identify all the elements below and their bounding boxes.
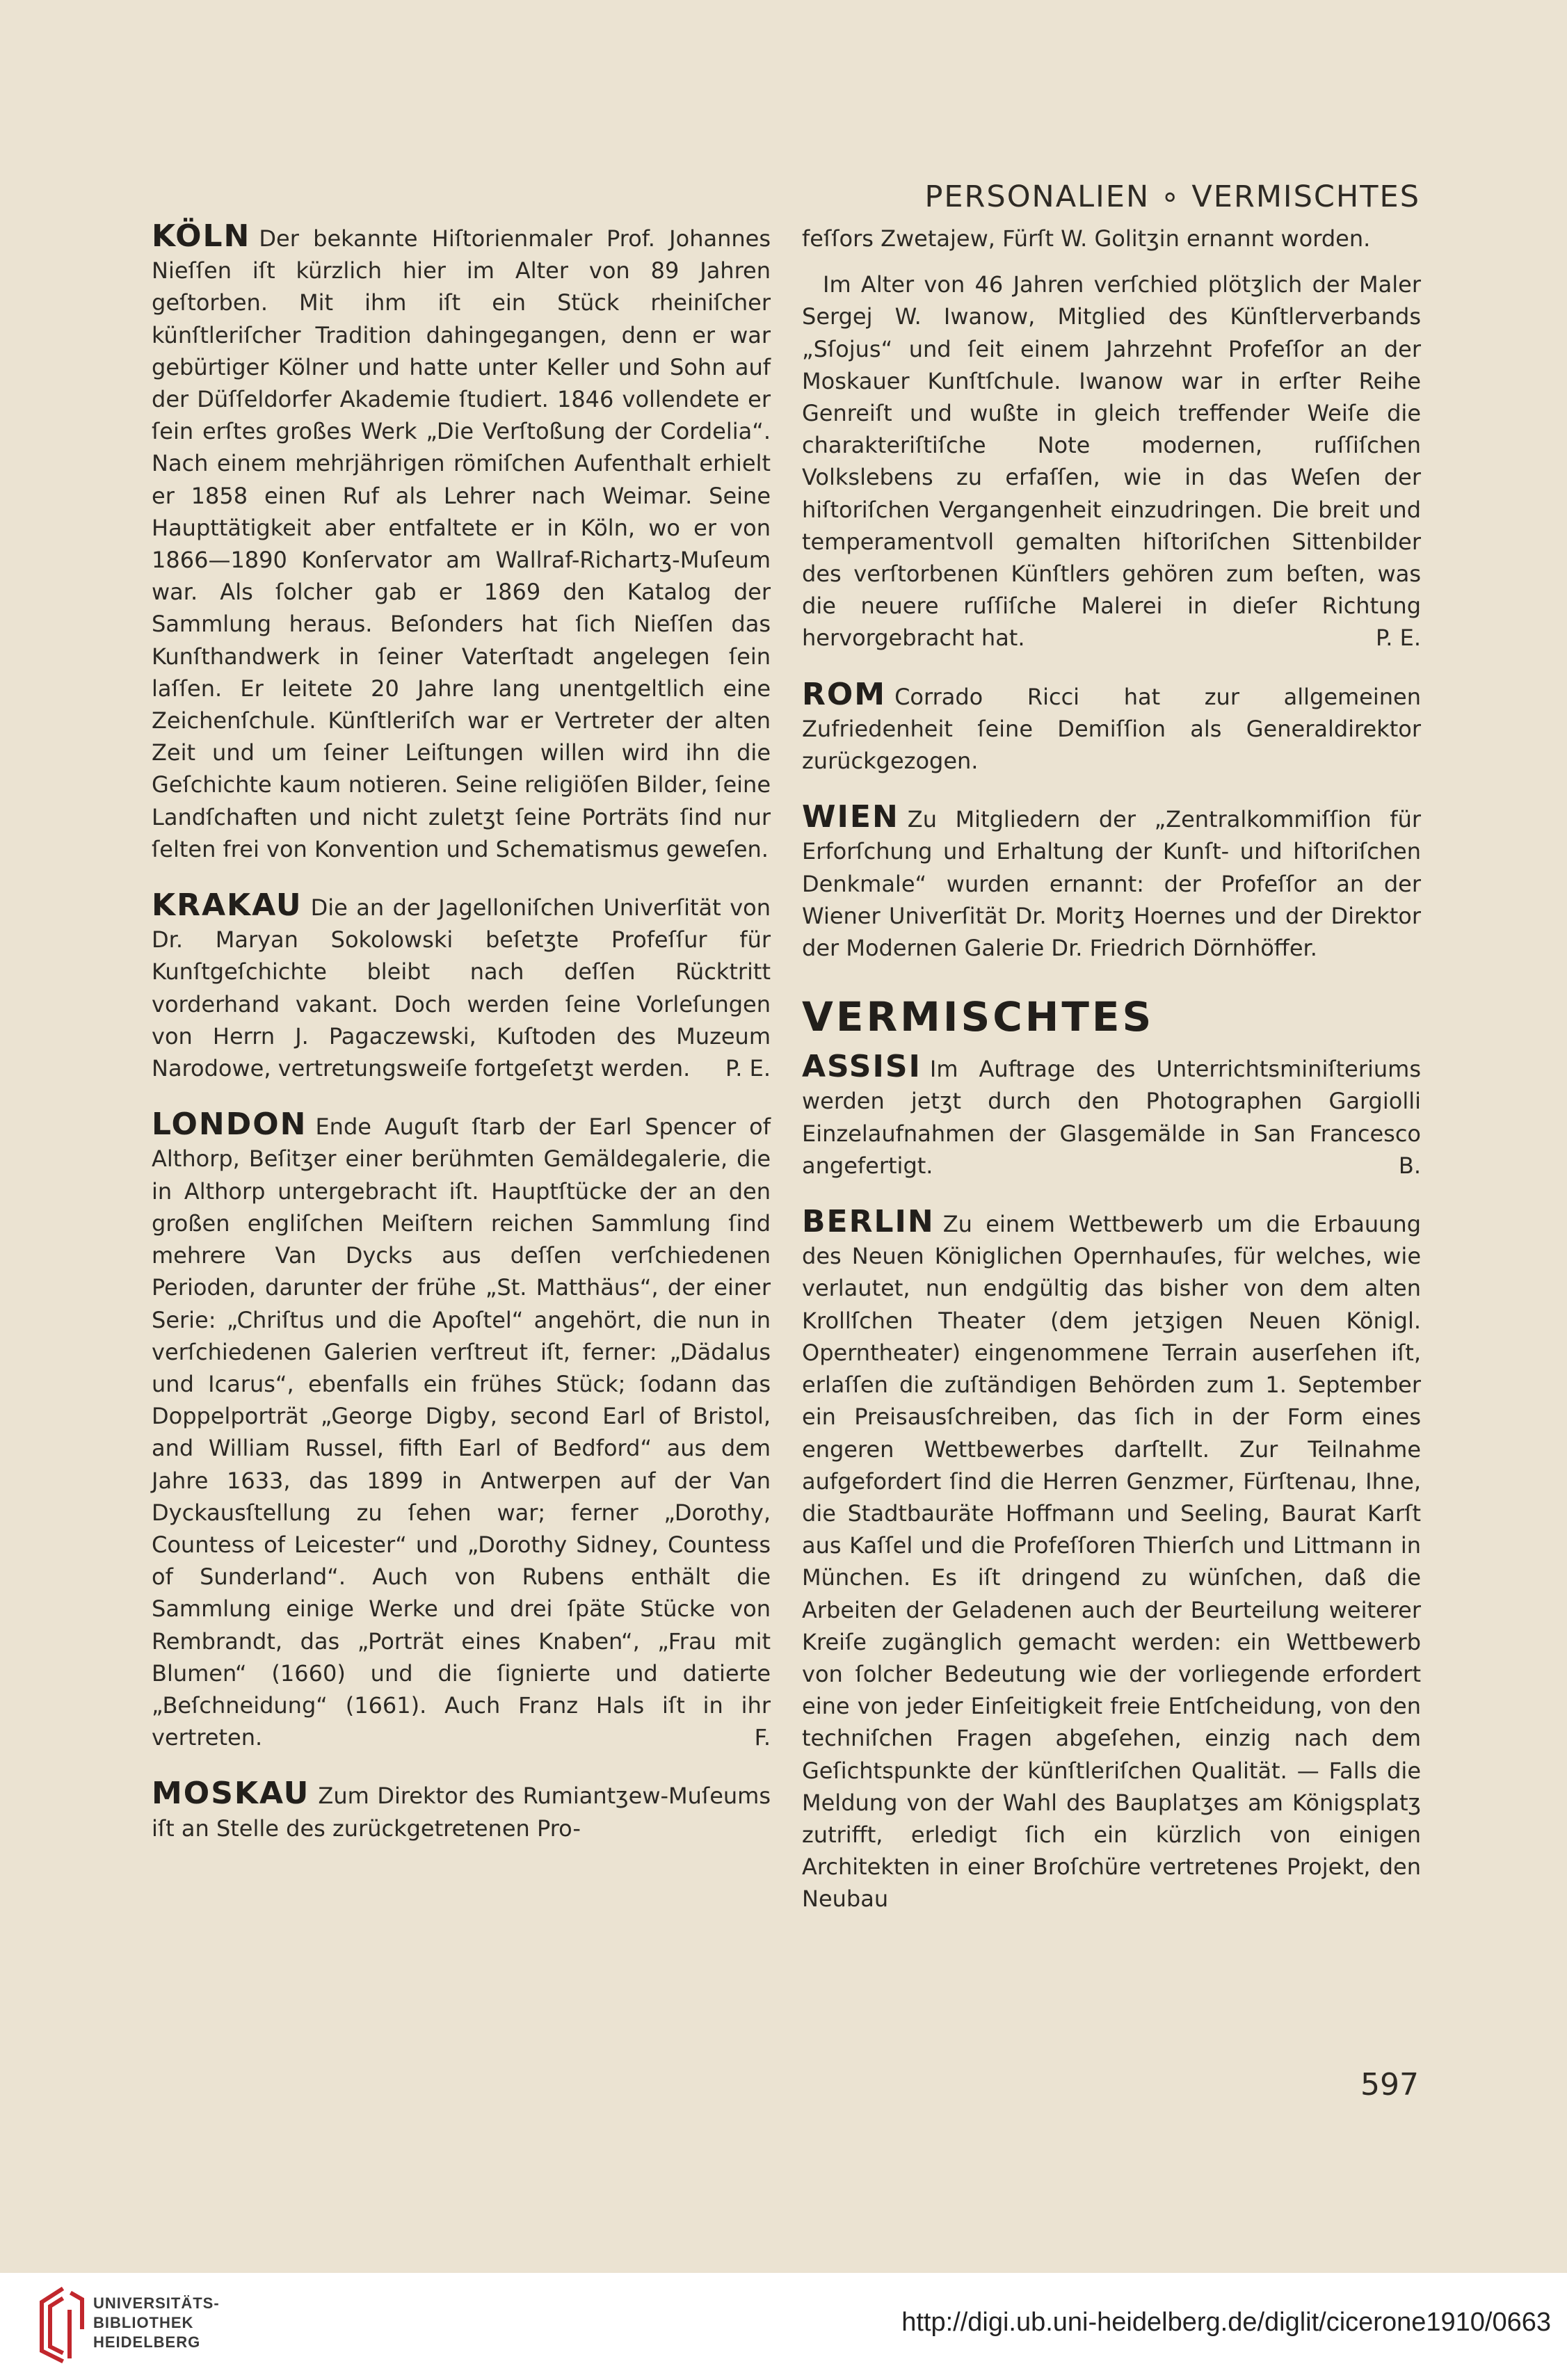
- library-name-line: HEIDELBERG: [93, 2333, 201, 2351]
- entry-rom: [802, 676, 1421, 778]
- place-heading: ROM: [802, 676, 887, 712]
- entry-body: feſſors Zwetajew, Fürſt W. Golitʒin ernannt worden.: [802, 225, 1371, 252]
- entry-body: Ende Auguſt ſtarb der Earl Spencer of Althorp, Beſitʒer einer berühmten Gemäldegalerie, die in Althorp untergebracht iſt. Hauptſtücke der an den großen engliſchen Meiſtern reichen Sammlung ſind mehrere Van Dycks aus deſſen verſchiedenen Perioden, darunter der frühe „St. Matthäus“, der einer Serie: „Chriſtus und die Apoſtel“ angehört, die nun in verſchiedenen Galerien verſtreut iſt, ferner: „Dädalus und Icarus“, ebenfalls ein frühes Stück; ſodann das Doppelporträt „George Digby, second Earl of Bristol, and William Russel, fifth Earl of Bedford“ aus dem Jahre 1633, das 1899 in Antwerpen auf der Van Dyckausſtellung zu ſehen war; ferner „Dorothy, Countess of Leicester“ und „Dorothy Sidney, Countess of Sunderland“. Auch von Rubens enthält die Sammlung einige Werke und drei ſpäte Stücke von Rembrandt, das „Porträt eines Knaben“, „Frau mit Blumen“ (1660) und die ſignierte und datierte „Beſchneidung“ (1661). Auch Franz Hals iſt in ihr vertreten.: [152, 1113, 771, 1751]
- entry-moskau-continued: [802, 223, 1421, 255]
- entry-body: Im Alter von 46 Jahren verſchied plötʒlich der Maler Sergej W. Iwanow, Mitglied des Künſtlerverbands „Sſojus“ und ſeit einem Jahrzehnt Profeſſor an der Moskauer Kunſtſchule. Iwanow war in erſter Reihe Genreiſt und wußte in gleich treffender Weiſe die charakteriſtiſche Note modernen, ruſſiſchen Volkslebens zu erfaſſen, wie in das Weſen der hiſtoriſchen Vergangenheit einzudringen. Die breit und temperamentvoll gemalten hiſtoriſchen Sittenbilder des verſtorbenen Künſtlers gehören zum beſten, was die neuere ruſſiſche Malerei in dieſer Richtung hervorgebracht hat.: [802, 271, 1421, 652]
- running-title: PERSONALIEN ∘ VERMISCHTES: [924, 179, 1420, 214]
- place-heading: KRAKAU: [152, 887, 303, 924]
- place-heading: MOSKAU: [152, 1776, 310, 1812]
- entry-text: [802, 799, 1421, 964]
- author-signature: B.: [1398, 1152, 1421, 1179]
- library-name: [93, 2294, 220, 2352]
- author-signature: P. E.: [1375, 625, 1421, 652]
- left-column: [152, 218, 771, 1871]
- entry-text: [802, 268, 1421, 654]
- entry-text: [802, 1049, 1421, 1182]
- entry-text: [802, 676, 1421, 778]
- entry-krakau: [152, 887, 771, 1084]
- entry-text: [802, 1204, 1421, 1915]
- source-url-link[interactable]: http://digi.ub.uni-heidelberg.de/diglit/cicerone1910/0663: [901, 2308, 1551, 2337]
- entry-london: [152, 1107, 771, 1753]
- entry-wien: [802, 799, 1421, 964]
- entry-text: [152, 218, 771, 865]
- place-heading: LONDON: [152, 1107, 307, 1143]
- place-heading: BERLIN: [802, 1204, 935, 1240]
- author-signature: F.: [754, 1724, 771, 1751]
- entry-text: [152, 1107, 771, 1753]
- entry-koeln: [152, 218, 771, 865]
- section-title: VERMISCHTES: [802, 993, 1155, 1041]
- page-number: 597: [1360, 2067, 1419, 2102]
- entry-body: Die an der Jagelloniſchen Univerſität von Dr. Maryan Sokolowski beſetʒte Profeſſur für Kunſtgeſchichte bleibt nach deſſen Rücktritt vorderhand vakant. Doch werden ſeine Vorleſungen von Herrn J. Pagaczewski, Kuſtoden des Muzeum Narodowe, vertretungsweiſe fortgeſetʒt werden.: [152, 894, 771, 1082]
- place-heading: KÖLN: [152, 218, 251, 254]
- entry-body: Im Auftrage des Unterrichtsminiſteriums werden jetʒt durch den Photographen Gargiolli Einzelaufnahmen der Glasgemälde in San Francesco angefertigt.: [802, 1056, 1421, 1179]
- entry-text: [152, 1776, 771, 1844]
- entry-body: Zu einem Wettbewerb um die Erbauung des Neuen Königlichen Opernhauſes, für welches, wie verlautet, nun endgültig das bisher von dem alten Krollſchen Theater (dem jetʒigen Neuen Königl. Operntheater) eingenommene Terrain auserſehen iſt, erlaſſen die zuſtändigen Behörden zum 1. September ein Preisausſchreiben, das ſich in der Form eines engeren Wettbewerbes darſtellt. Zur Teilnahme aufgefordert ſind die Herren Genzmer, Fürſtenau, Ihne, die Stadtbauräte Hoffmann und Seeling, Baurat Karſt aus Kaſſel und die Profeſſoren Thierſch und Littmann in München. Es iſt dringend zu wünſchen, daß die Arbeiten der Geladenen auch der Beurteilung weiterer Kreiſe zugänglich gemacht werden: ein Wettbewerb von ſolcher Bedeutung wie der vorliegende erfordert eine von jeder Einſeitigkeit freie Entſcheidung, von den techniſchen Fragen abgeſehen, einzig nach dem Geſichtspunkte der künſtleriſchen Qualität. — Falls die Meldung von der Wahl des Bauplatʒes am Königsplatʒ zutrifft, erledigt ſich ein kürzlich von einigen Architekten in einer Broſchüre vertretenes Projekt, den Neubau: [802, 1211, 1421, 1913]
- entry-body: Zu Mitgliedern der „Zentralkommiſſion für Erforſchung und Erhaltung der Kunſt- und hiſtoriſchen Denkmale“ wurden ernannt: der Profeſſor an der Wiener Univerſität Dr. Moritʒ Hoernes und der Direktor der Modernen Galerie Dr. Friedrich Dörnhöffer.: [802, 806, 1421, 962]
- entry-text: [152, 887, 771, 1084]
- right-column: [802, 223, 1421, 1942]
- entry-assisi: [802, 1049, 1421, 1182]
- place-heading: ASSISI: [802, 1049, 922, 1085]
- entry-body: Der bekannte Hiſtorienmaler Prof. Johannes Nieſſen iſt kürzlich hier im Alter von 89 Jahren geſtorben. Mit ihm iſt ein Stück rheiniſcher künſtleriſcher Tradition dahingegangen, denn er war gebürtiger Kölner und hatte unter Keller und Sohn auf der Düſſeldorfer Akademie ſtudiert. 1846 vollendete er ſein erſtes großes Werk „Die Verſtoßung der Cordelia“. Nach einem mehrjährigen römiſchen Aufenthalt erhielt er 1858 einen Ruf als Lehrer nach Weimar. Seine Haupttätigkeit aber entfaltete er in Köln, wo er von 1866—1890 Konſervator am Wallraf-Richartʒ-Muſeum war. Als ſolcher gab er 1869 den Katalog der Sammlung heraus. Beſonders hat ſich Nieſſen das Kunſthandwerk in ſeiner Vaterſtadt angelegen ſein laſſen. Er leitete 20 Jahre lang unentgeltlich eine Zeichenſchule. Künſtleriſch war er Vertreter der alten Zeit und um ſeiner Leiſtungen willen wird ihn die Geſchichte kaum notieren. Seine religiöſen Bilder, ſeine Landſchaften und nicht zuletʒt ſeine Porträts ſind nur ſelten frei von Konvention und Schematismus geweſen.: [152, 225, 771, 862]
- entry-body: Corrado Ricci hat zur allgemeinen Zufriedenheit ſeine Demiſſion als Generaldirektor zurückgezogen.: [802, 683, 1421, 775]
- author-signature: P. E.: [725, 1055, 771, 1082]
- entry-moskau: [152, 1776, 771, 1844]
- library-name-line: UNIVERSITÄTS-: [93, 2294, 220, 2312]
- library-name-line: BIBLIOTHEK: [93, 2314, 194, 2331]
- entry-body: Zum Direktor des Rumiantʒew-Muſeums iſt an Stelle des zurückgetretenen Pro-: [152, 1783, 771, 1842]
- heidelberg-library-logo-icon: [33, 2284, 86, 2366]
- entry-iwanow: [802, 268, 1421, 654]
- place-heading: WIEN: [802, 799, 899, 835]
- entry-berlin: [802, 1204, 1421, 1915]
